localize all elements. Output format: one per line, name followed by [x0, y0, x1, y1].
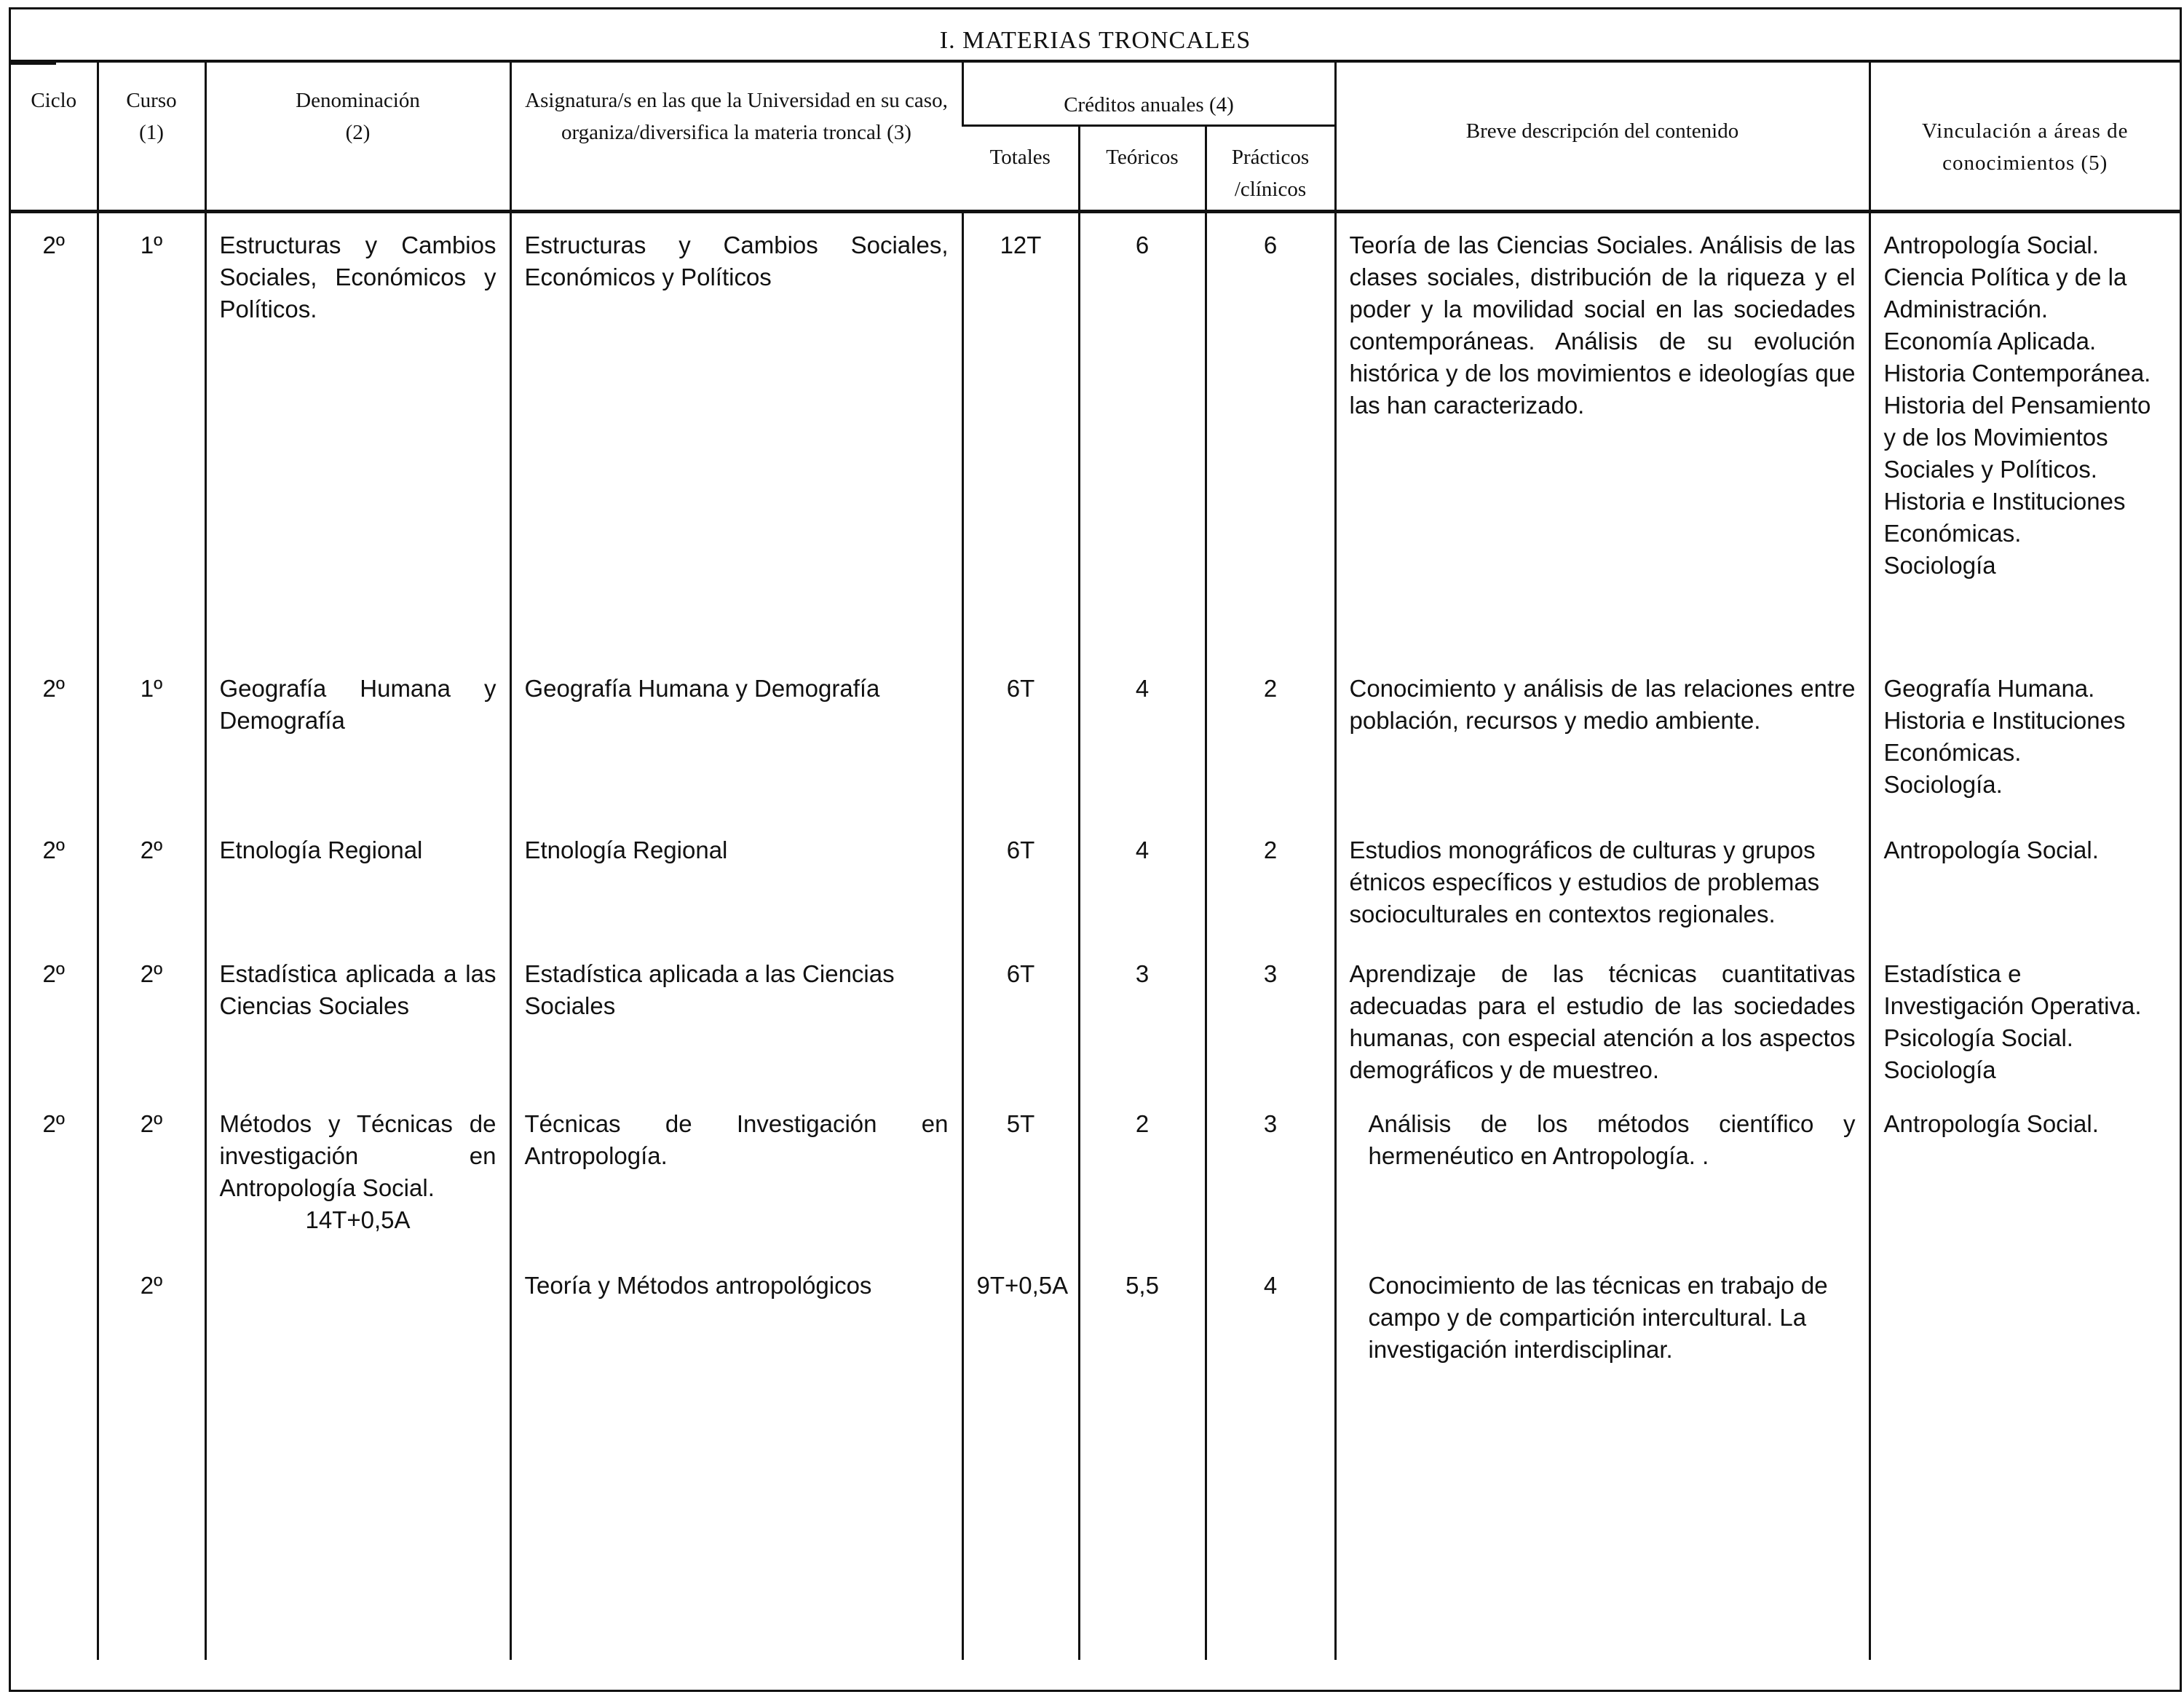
cell-teoricos: 4 — [1079, 818, 1206, 942]
cell-practicos: 3 — [1206, 1092, 1335, 1254]
page-title: I. MATERIAS TRONCALES — [939, 27, 1251, 54]
table-row — [11, 818, 2180, 942]
cell-descripcion: Teoría de las Ciencias Sociales. Análisis de las clases sociales, distribución de la riqueza y el poder y la movilidad social en las sociedades contemporáneas. Análisis de su evolución histórica y de los movimientos e ideologías que las han caracterizado. — [1335, 211, 1870, 657]
denominacion-creditos: 14T+0,5A — [305, 1206, 411, 1233]
cell-teoricos: 4 — [1079, 657, 1206, 818]
header-denominacion: Denominación (2) — [205, 63, 510, 211]
cell-asignatura: Teoría y Métodos antropológicos — [510, 1254, 962, 1660]
cell-descripcion: Conocimiento de las técnicas en trabajo de campo y de compartición intercultural. La investigación interdisciplinar. — [1335, 1254, 1870, 1660]
table-row — [11, 211, 2180, 657]
cell-curso: 2º — [98, 942, 205, 1092]
cell-descripcion: Conocimiento y análisis de las relaciones entre población, recursos y medio ambiente. — [1335, 657, 1870, 818]
cell-ciclo: 2º — [42, 836, 65, 863]
cell-totales: 6T — [962, 818, 1079, 942]
cell-totales: 5T — [962, 1092, 1079, 1254]
cell-curso: 1º — [98, 657, 205, 818]
header-descripcion: Breve descripción del contenido — [1335, 63, 1870, 211]
cell-denominacion — [205, 1092, 510, 1254]
cell-denominacion: Etnología Regional — [205, 818, 510, 942]
materias-table — [11, 63, 2180, 1660]
cell-asignatura: Geografía Humana y Demografía — [510, 657, 962, 818]
cell-asignatura: Estructuras y Cambios Sociales, Económicos y Políticos — [510, 211, 962, 657]
cell-asignatura: Técnicas de Investigación en Antropología. — [510, 1092, 962, 1254]
cell-asignatura: Estadística aplicada a las Ciencias Sociales — [510, 942, 962, 1092]
cell-practicos: 6 — [1206, 211, 1335, 657]
cell-denominacion — [205, 1254, 510, 1660]
cell-descripcion: Análisis de los métodos científico y hermenéutico en Antropología. . — [1335, 1092, 1870, 1254]
header-teoricos: Teóricos — [1079, 125, 1206, 211]
cell-curso: 2º — [98, 1254, 205, 1660]
cell-practicos: 2 — [1206, 818, 1335, 942]
cell-vinculacion: Antropología Social. — [1870, 818, 2180, 942]
header-practicos: Prácticos /clínicos — [1206, 125, 1335, 211]
cell-curso: 2º — [98, 1092, 205, 1254]
header-totales: Totales — [989, 145, 1051, 169]
cell-vinculacion: Antropología Social. — [1870, 1092, 2180, 1254]
cell-asignatura: Etnología Regional — [510, 818, 962, 942]
title-bar — [11, 7, 2180, 63]
cell-denominacion: Estadística aplicada a las Ciencias Sociales — [205, 942, 510, 1092]
cell-vinculacion — [1870, 1254, 2180, 1660]
table-row — [11, 942, 2180, 1092]
cell-totales: 6T — [962, 942, 1079, 1092]
table-row — [11, 657, 2180, 818]
cell-curso: 2º — [98, 818, 205, 942]
cell-ciclo: 2º — [42, 675, 65, 702]
cell-teoricos: 2 — [1079, 1092, 1206, 1254]
cell-totales: 12T — [962, 211, 1079, 657]
cell-teoricos: 3 — [1079, 942, 1206, 1092]
header-curso: Curso (1) — [98, 63, 205, 211]
cell-practicos: 3 — [1206, 942, 1335, 1092]
cell-descripcion: Estudios monográficos de culturas y grupos étnicos específicos y estudios de problemas socioculturales en contextos regionales. — [1335, 818, 1870, 942]
cell-denominacion: Geografía Humana y Demografía — [205, 657, 510, 818]
cell-teoricos: 6 — [1079, 211, 1206, 657]
cell-teoricos: 5,5 — [1079, 1254, 1206, 1660]
denominacion-text: Métodos y Técnicas de investigación en Antropología Social. — [219, 1110, 496, 1201]
cell-ciclo: 2º — [42, 960, 65, 987]
header-asignatura: Asignatura/s en las que la Universidad en su caso, organiza/diversifica la materia troncal (3) — [510, 63, 962, 211]
header-creditos: Créditos anuales (4) — [962, 63, 1335, 125]
cell-practicos: 4 — [1206, 1254, 1335, 1660]
cell-ciclo — [11, 1254, 98, 1660]
cell-curso: 1º — [98, 211, 205, 657]
cell-totales: 9T+0,5A — [962, 1254, 1079, 1660]
header-vinculacion: Vinculación a áreas de conocimientos (5) — [1870, 63, 2180, 211]
cell-practicos: 2 — [1206, 657, 1335, 818]
cell-vinculacion: Estadística e Investigación Operativa. Psicología Social. Sociología — [1870, 942, 2180, 1092]
cell-ciclo: 2º — [42, 231, 65, 258]
cell-totales: 6T — [962, 657, 1079, 818]
cell-vinculacion: Geografía Humana. Historia e Instituciones Económicas. Sociología. — [1870, 657, 2180, 818]
header-ciclo: Ciclo — [31, 89, 77, 112]
document-page — [9, 7, 2182, 1692]
table-row — [11, 1092, 2180, 1254]
cell-denominacion: Estructuras y Cambios Sociales, Económicos y Políticos. — [205, 211, 510, 657]
cell-descripcion: Aprendizaje de las técnicas cuantitativas adecuadas para el estudio de las sociedades humanas, con especial atención a los aspectos demográficos y de muestreo. — [1335, 942, 1870, 1092]
cell-vinculacion: Antropología Social. Ciencia Política y de la Administración. Economía Aplicada. Historia Contemporánea. Historia del Pensamiento y de los Movimientos Sociales y Políticos. Historia e Instituciones Económicas. Sociología — [1870, 211, 2180, 657]
cell-ciclo: 2º — [42, 1110, 65, 1137]
table-row — [11, 1254, 2180, 1660]
